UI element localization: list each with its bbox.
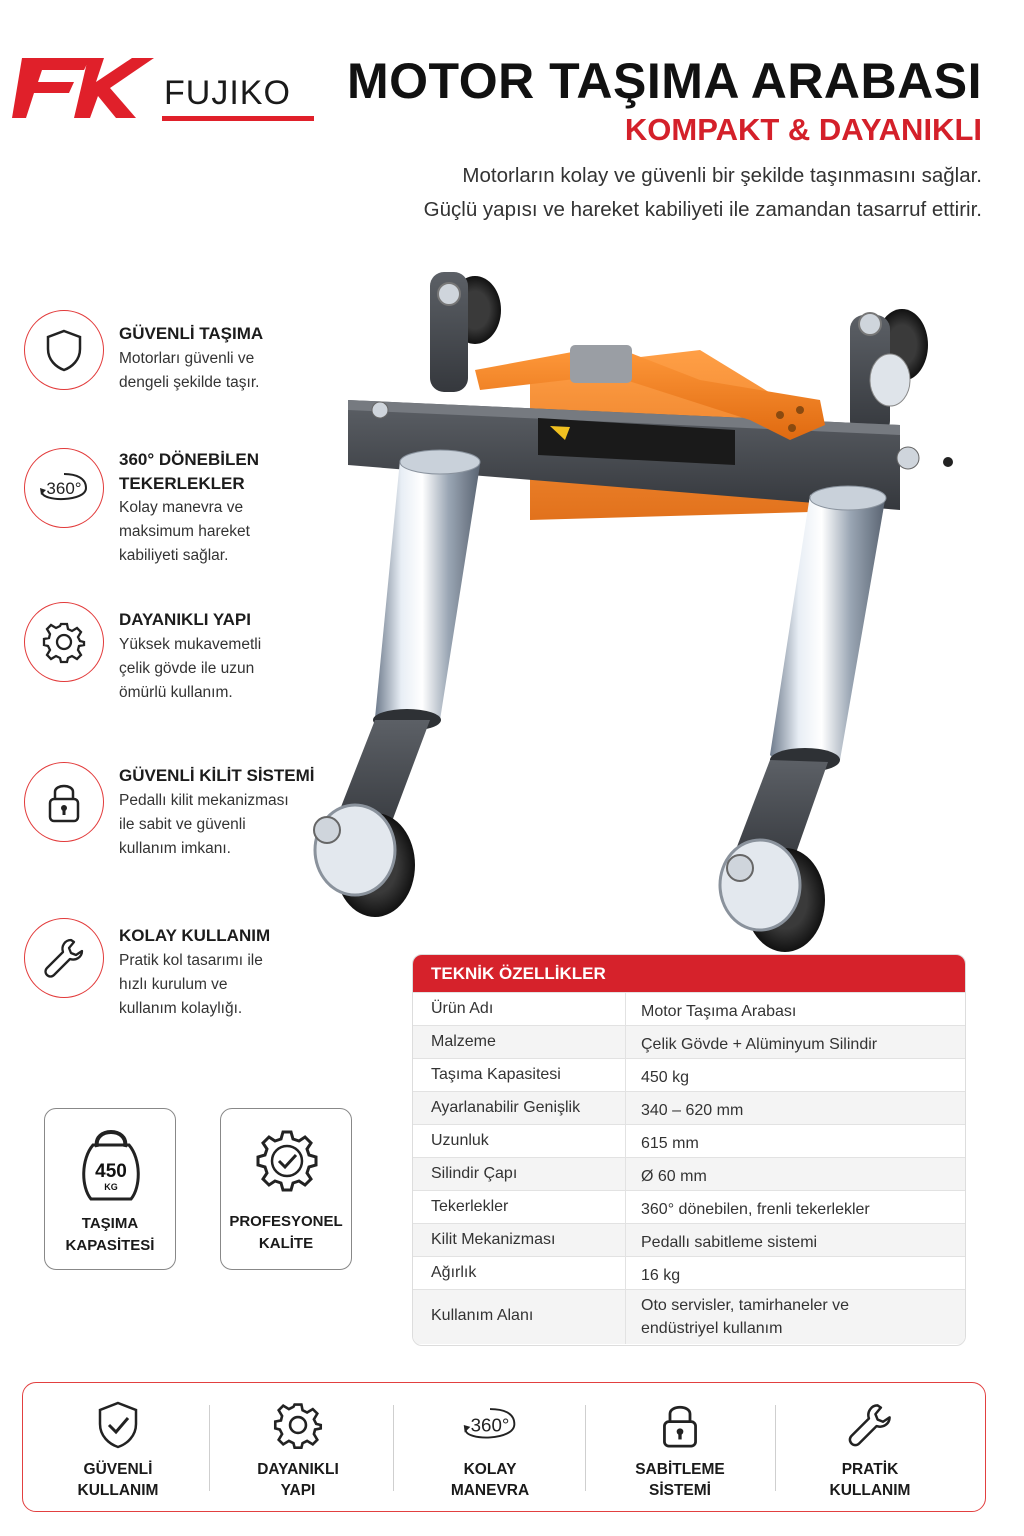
spec-key: Uzunluk bbox=[431, 1132, 489, 1149]
page-title: MOTOR TAŞIMA ARABASI bbox=[347, 53, 982, 109]
spec-value: 450 kg bbox=[641, 1069, 690, 1086]
spec-value: Oto servisler, tamirhaneler ve endüstriyel kullanım bbox=[641, 1297, 850, 1337]
kettlebell-icon bbox=[79, 1125, 143, 1203]
gear-icon bbox=[268, 1397, 328, 1453]
bar-item-guvenli-kullanim bbox=[23, 1383, 213, 1513]
table-row bbox=[413, 1025, 965, 1058]
shield-icon bbox=[24, 310, 104, 390]
feature-title: TEKERLEKLER bbox=[119, 474, 245, 493]
svg-text:360°: 360° bbox=[470, 1414, 510, 1436]
svg-text:360°: 360° bbox=[46, 479, 82, 498]
feature-text: ile sabit ve güvenli bbox=[119, 816, 246, 833]
shield-check-icon bbox=[88, 1397, 148, 1453]
page-subtitle: KOMPAKT & DAYANIKLI bbox=[624, 112, 982, 147]
bar-item-sabitleme-sistemi bbox=[585, 1383, 775, 1513]
feature-title: KOLAY KULLANIM bbox=[119, 926, 271, 945]
feature-text: kabiliyeti sağlar. bbox=[119, 547, 229, 564]
brand-name: FUJIKO bbox=[164, 74, 291, 112]
feature-text: çelik gövde ile uzun bbox=[119, 660, 255, 677]
spec-value: 340 – 620 mm bbox=[641, 1102, 744, 1119]
feature-text: kullanım kolaylığı. bbox=[119, 1000, 243, 1017]
spec-key: Silindir Çapı bbox=[431, 1165, 518, 1182]
table-row bbox=[413, 1091, 965, 1124]
feature-text: kullanım imkanı. bbox=[119, 840, 231, 857]
description-line-2: Güçlü yapısı ve hareket kabiliyeti ile zamandan tasarruf ettirir. bbox=[423, 198, 982, 221]
spec-key: Ayarlanabilir Genişlik bbox=[431, 1099, 581, 1116]
spec-table bbox=[412, 954, 966, 1346]
brand-underline bbox=[162, 116, 314, 121]
table-row bbox=[413, 1256, 965, 1289]
feature-text: Yüksek mukavemetli bbox=[119, 636, 262, 653]
spec-key: Kilit Mekanizması bbox=[431, 1231, 556, 1248]
bar-item-dayanikli-yapi bbox=[203, 1383, 393, 1513]
spec-key: Taşıma Kapasitesi bbox=[431, 1066, 561, 1083]
caster-front-right bbox=[720, 760, 828, 952]
badge-label: PROFESYONEL bbox=[229, 1213, 343, 1230]
feature-title: DAYANIKLI YAPI bbox=[119, 610, 251, 629]
feature-text: hızlı kurulum ve bbox=[119, 976, 228, 993]
spec-key: Ürün Adı bbox=[431, 1000, 494, 1017]
spec-key: Tekerlekler bbox=[431, 1198, 509, 1215]
brand-logo bbox=[12, 48, 312, 126]
feature-text: dengeli şekilde taşır. bbox=[119, 374, 260, 391]
product-image-dolly bbox=[280, 250, 980, 970]
feature-title: 360° DÖNEBİLEN bbox=[119, 450, 260, 469]
table-row bbox=[413, 1124, 965, 1157]
gear-icon bbox=[24, 602, 104, 682]
feature-title: GÜVENLİ KİLİT SİSTEMİ bbox=[119, 766, 315, 785]
spec-table-header: TEKNİK ÖZELLİKLER bbox=[413, 955, 965, 992]
feature-text: ömürlü kullanım. bbox=[119, 684, 233, 701]
bar-item-kolay-manevra bbox=[395, 1383, 585, 1513]
badge-profesyonel-kalite bbox=[220, 1108, 352, 1270]
table-row bbox=[413, 992, 965, 1025]
feature-text: Kolay manevra ve bbox=[119, 499, 244, 516]
spec-value: Çelik Gövde + Alüminyum Silindir bbox=[641, 1036, 878, 1053]
bottom-feature-bar bbox=[22, 1382, 986, 1512]
bar-label: PRATİK KULLANIM bbox=[829, 1461, 911, 1499]
bar-label: GÜVENLİ KULLANIM bbox=[77, 1461, 159, 1499]
badge-tasima-kapasitesi bbox=[44, 1108, 176, 1270]
table-row bbox=[413, 1190, 965, 1223]
caster-front-left bbox=[314, 720, 430, 917]
spec-value: 16 kg bbox=[641, 1267, 681, 1284]
lock-icon bbox=[24, 762, 104, 842]
fx-logo-mark bbox=[12, 48, 162, 126]
description-line-1: Motorların kolay ve güvenli bir şekilde taşınmasını sağlar. bbox=[462, 164, 982, 187]
table-row bbox=[413, 1289, 965, 1344]
spec-value: Ø 60 mm bbox=[641, 1168, 707, 1185]
spec-value: Pedallı sabitleme sistemi bbox=[641, 1234, 818, 1251]
feature-title: GÜVENLİ TAŞIMA bbox=[119, 324, 264, 343]
table-row bbox=[413, 1058, 965, 1091]
feature-text: Pratik kol tasarımı ile bbox=[119, 952, 263, 969]
feature-text: maksimum hareket bbox=[119, 523, 250, 540]
badge-label: TAŞIMA bbox=[81, 1215, 139, 1232]
svg-text:450: 450 bbox=[95, 1161, 127, 1182]
cylinder-right bbox=[770, 486, 886, 772]
badge-label: KALİTE bbox=[258, 1235, 314, 1252]
caster-rear-right bbox=[850, 309, 928, 435]
badge-label: KAPASİTESİ bbox=[65, 1237, 155, 1254]
feature-text: Motorları güvenli ve bbox=[119, 350, 255, 367]
bar-label: KOLAY MANEVRA bbox=[450, 1461, 530, 1499]
spec-value: 360° dönebilen, frenli tekerlekler bbox=[641, 1201, 870, 1218]
spec-value: 615 mm bbox=[641, 1135, 699, 1152]
cylinder-left bbox=[373, 450, 480, 731]
table-row bbox=[413, 1223, 965, 1256]
spec-key: Ağırlık bbox=[431, 1264, 477, 1281]
bar-item-pratik-kullanim bbox=[775, 1383, 965, 1513]
spec-key: Kullanım Alanı bbox=[431, 1307, 534, 1324]
rotate-360-icon bbox=[24, 448, 104, 528]
wrench-icon bbox=[840, 1397, 900, 1453]
bar-label: SABİTLEME SİSTEMİ bbox=[635, 1461, 725, 1499]
gear-check-icon bbox=[255, 1129, 319, 1193]
bar-label: DAYANIKLI YAPI bbox=[257, 1461, 339, 1499]
spec-value: Motor Taşıma Arabası bbox=[641, 1003, 797, 1020]
wrench-icon bbox=[24, 918, 104, 998]
feature-text: Pedallı kilit mekanizması bbox=[119, 792, 289, 809]
divider bbox=[393, 1405, 394, 1491]
lock-icon bbox=[650, 1397, 710, 1453]
svg-text:KG: KG bbox=[104, 1182, 118, 1192]
spec-key: Malzeme bbox=[431, 1033, 496, 1050]
rotate-360-icon bbox=[460, 1397, 520, 1453]
table-row bbox=[413, 1157, 965, 1190]
